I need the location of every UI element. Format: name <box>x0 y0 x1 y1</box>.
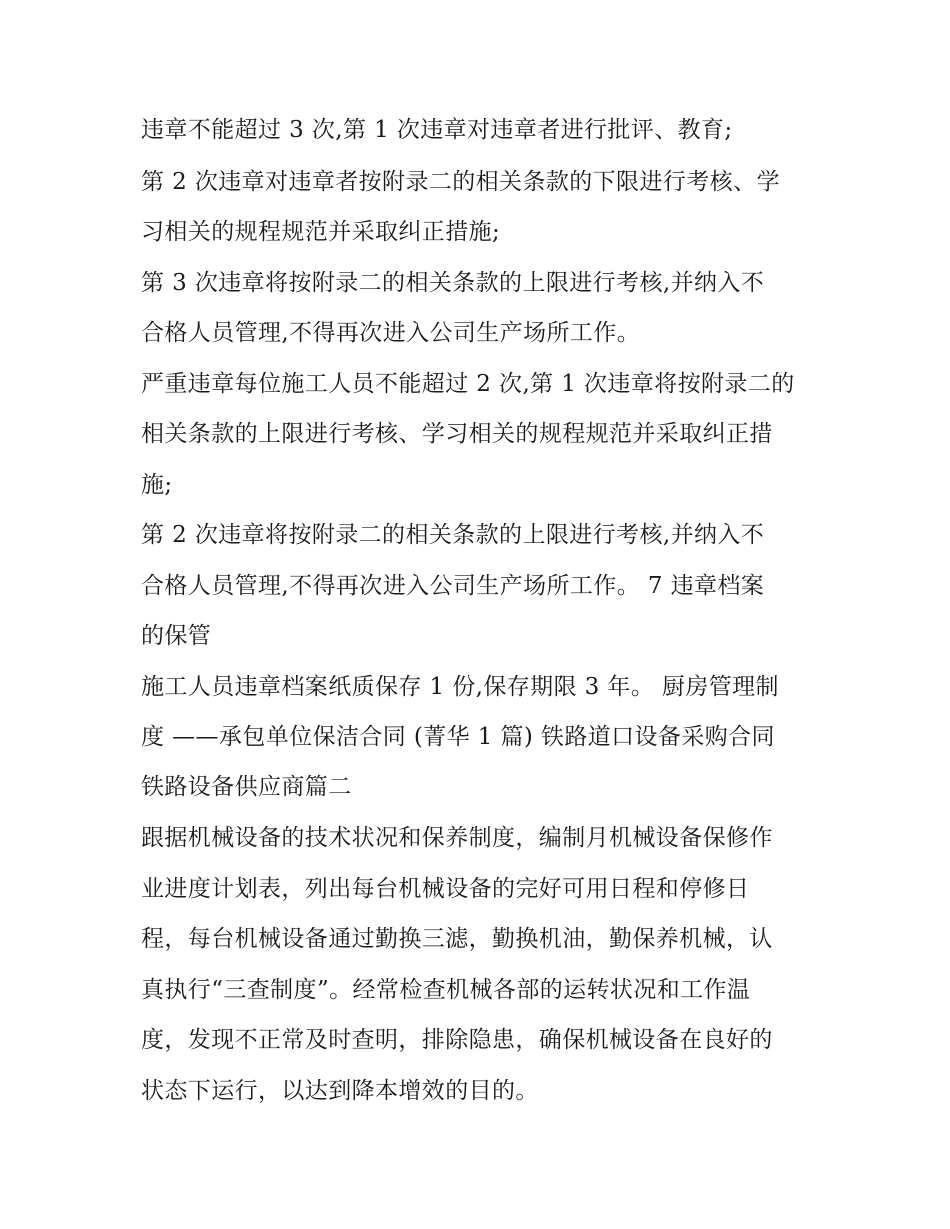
text-line: 第 3 次违章将按附录二的相关条款的上限进行考核,并纳入不 <box>141 270 765 296</box>
text-line: 度，发现不正常及时查明，排除隐患，确保机械设备在良好的 <box>141 1027 773 1053</box>
text-line: 合格人员管理,不得再次进入公司生产场所工作。 7 违章档案 <box>141 573 765 599</box>
text-line: 的保管 <box>141 623 212 649</box>
text-line: 状态下运行，以达到降本增效的目的。 <box>141 1078 539 1104</box>
text-line: 程，每台机械设备通过勤换三滤，勤换机油，勤保养机械，认 <box>141 926 773 952</box>
text-line: 度 ——承包单位保洁合同 (菁华 1 篇) 铁路道口设备采购合同 <box>141 724 775 750</box>
text-line: 跟据机械设备的技术状况和保养制度，编制月机械设备保修作 <box>141 825 773 851</box>
text-line: 铁路设备供应商篇二 <box>141 774 352 800</box>
text-line: 习相关的规程规范并采取纠正措施; <box>141 219 501 245</box>
text-line: 第 2 次违章对违章者按附录二的相关条款的下限进行考核、学 <box>141 169 780 195</box>
text-line: 施; <box>141 472 173 498</box>
text-line: 第 2 次违章将按附录二的相关条款的上限进行考核,并纳入不 <box>141 522 765 548</box>
text-line: 施工人员违章档案纸质保存 1 份,保存期限 3 年。 厨房管理制 <box>141 674 779 700</box>
text-line: 相关条款的上限进行考核、学习相关的规程规范并采取纠正措 <box>141 421 773 447</box>
text-line: 违章不能超过 3 次,第 1 次违章对违章者进行批评、教育; <box>141 117 733 143</box>
text-line: 业进度计划表，列出每台机械设备的完好可用日程和停修日 <box>141 876 750 902</box>
text-line: 严重违章每位施工人员不能超过 2 次,第 1 次违章将按附录二的 <box>141 371 795 397</box>
text-line: 真执行“三查制度”。经常检查机械各部的运转状况和工作温 <box>141 977 751 1003</box>
text-line: 合格人员管理,不得再次进入公司生产场所工作。 <box>141 320 641 346</box>
